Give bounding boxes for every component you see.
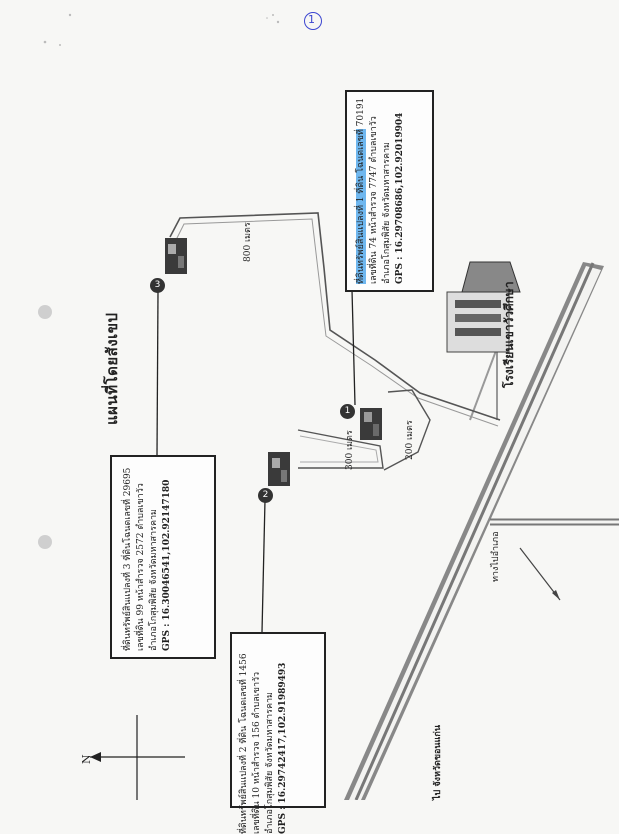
north-arrow-icon: [90, 715, 185, 800]
plot-1-photo: [360, 408, 382, 440]
plot-1-text: [355, 98, 407, 284]
plot-1-line1: ที่ดินทรัพย์สินแปลงที่ 1 ที่ดิน โฉนดเลขที่ 70191: [356, 97, 366, 284]
road-to-district-label: ทางไปอำเภอ: [491, 531, 501, 582]
plot-3-line1: ที่ดินทรัพย์สินแปลงที่ 3 ที่ดินโฉนดเลขที่ 29695: [123, 467, 133, 651]
north-label: N: [80, 754, 93, 764]
plot-1-info-box: [345, 90, 434, 292]
plot-3-photo: [165, 238, 187, 274]
plot-3-info-box: [110, 455, 216, 659]
callout-line-plot-1: [352, 290, 355, 405]
plot-3-gps: GPS : 16.30046541,102.92147180: [162, 479, 172, 651]
plot-1-line2: เลขที่ดิน 74 หน้าสำรวจ 7747 ตำบลเขาวัว: [369, 116, 379, 284]
plot-2-photo: [268, 452, 290, 486]
plot-1-line3: อำเภอโกสุมพิสัย จังหวัดมหาสารคาม: [382, 142, 392, 284]
scan-specks: [44, 14, 279, 46]
marker-plot-3: 3: [150, 278, 165, 293]
plot-3-line3: อำเภอโกสุมพิสัย จังหวัดมหาสารคาม: [149, 509, 159, 651]
distance-800m-label: 800 เมตร: [243, 222, 253, 262]
distance-300m-label: 300 เมตร: [345, 430, 355, 470]
map-title: แผนที่โดยสังเขป: [103, 312, 121, 425]
plot-2-line3: อำเภอโกสุมพิสัย จังหวัดมหาสารคาม: [265, 692, 275, 834]
plot-3-text: [122, 468, 174, 651]
plot-3-line2: เลขที่ดิน 99 หน้าสำรวจ 2572 ตำบลเขาวัว: [136, 483, 146, 651]
plot-2-line2: เลขที่ดิน 10 หน้าสำรวจ 156 ตำบลเขาวัว: [252, 671, 262, 834]
road-to-khonkaen-label: ไป จังหวัดขอนแก่น: [433, 725, 443, 800]
marker-plot-2: 2: [258, 488, 273, 503]
plot-1-gps: GPS : 16.29708686,102.92019904: [395, 112, 405, 284]
page-number: 1: [308, 13, 315, 26]
plot-2-text: [238, 653, 290, 834]
callout-line-plot-3: [157, 292, 158, 455]
plot-2-gps: GPS : 16.29742417,102.91989493: [278, 662, 288, 834]
district-arrow-icon: [520, 548, 560, 600]
distance-200m-label: 200 เมตร: [405, 420, 415, 460]
school-label: โรงเรียนเขาวัวศึกษา: [502, 281, 516, 388]
plot-2-info-box: [230, 632, 326, 834]
callout-line-plot-2: [262, 500, 265, 632]
marker-plot-1: 1: [340, 404, 355, 419]
plot-2-line1: ที่ดินทรัพย์สินแปลงที่ 2 ที่ดิน โฉนดเลขที่ 1456: [239, 653, 249, 834]
